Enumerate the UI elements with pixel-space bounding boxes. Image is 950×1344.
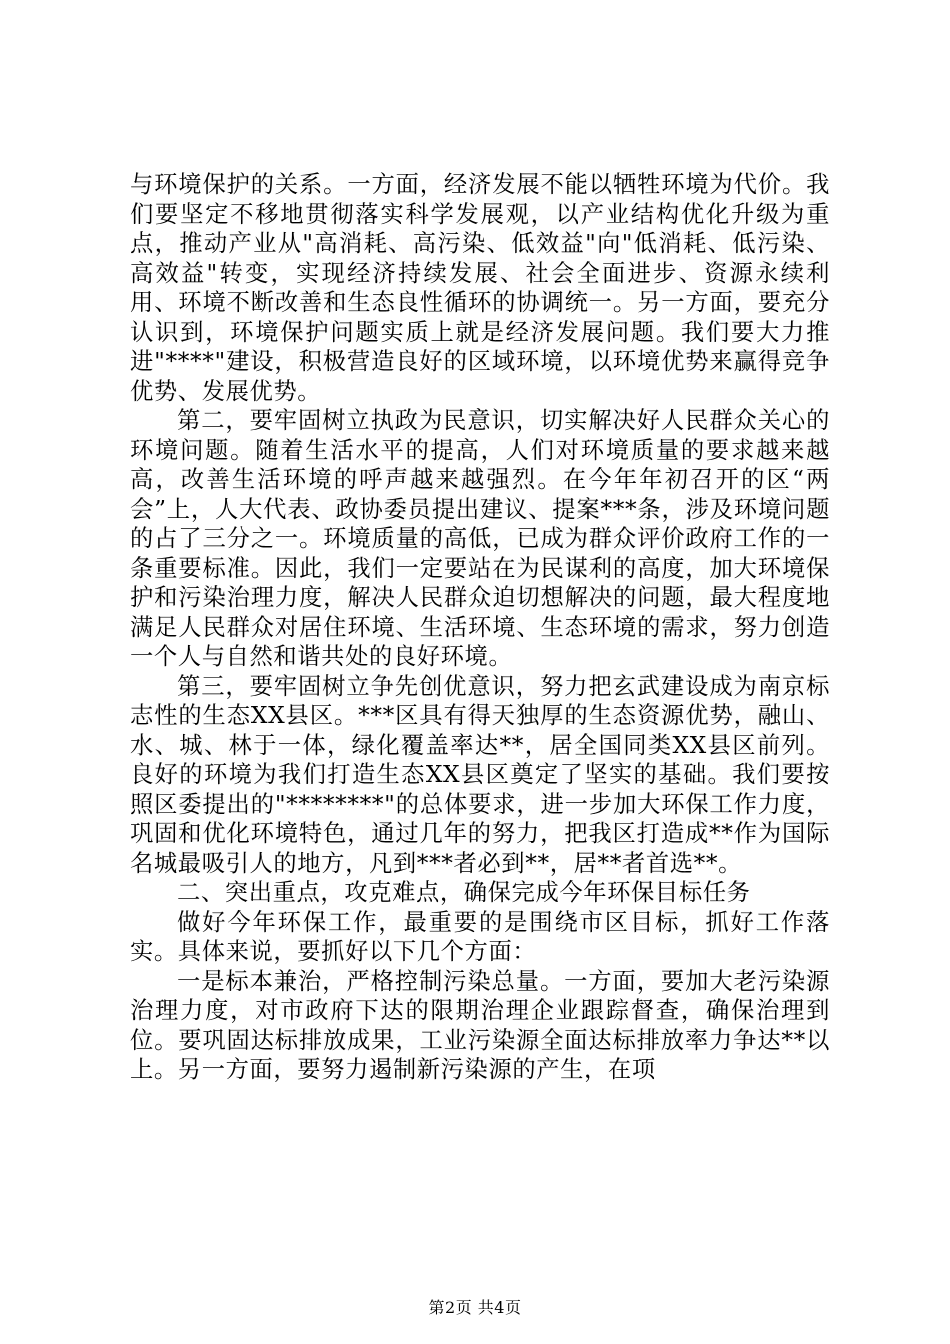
paragraph-4: 做好今年环保工作，最重要的是围绕市区目标，抓好工作落实。具体来说，要抓好以下几个方面： bbox=[130, 908, 830, 965]
paragraph-2: 第二，要牢固树立执政为民意识，切实解决好人民群众关心的环境问题。随着生活水平的提高，人们对环境质量的要求越来越高，改善生活环境的呼声越来越强烈。在今年年初召开的区“两会”上，人大代表、政协委员提出建议、提案***条，涉及环境问题的占了三分之一。环境质量的高低，已成为群众评价政府工作的一条重要标准。因此，我们一定要站在为民谋利的高度，加大环境保护和污染治理力度，解决人民群众迫切想解决的问题，最大程度地满足人民群众对居住环境、生活环境、生态环境的需求，努力创造一个人与自然和谐共处的良好环境。 bbox=[130, 407, 830, 670]
section-heading: 二、突出重点，攻克难点，确保完成今年环保目标任务 bbox=[177, 879, 751, 906]
paragraph-3: 第三，要牢固树立争先创优意识，努力把玄武建设成为南京标志性的生态XX县区。***区具有得天独厚的生态资源优势，融山、水、城、林于一体，绿化覆盖率达**，居全国同类XX县区前列。良好的环境为我们打造生态XX县区奠定了坚实的基础。我们要按照区委提出的"********"的总体要求，进一步加大环保工作力度，巩固和优化环境特色，通过几年的努力，把我区打造成**作为国际名城最吸引人的地方，凡到***者必到**，居**者首选**。 bbox=[130, 672, 830, 877]
document-body bbox=[130, 170, 830, 1085]
paragraph-1: 与环境保护的关系。一方面，经济发展不能以牺牲环境为代价。我们要坚定不移地贯彻落实科学发展观，以产业结构优化升级为重点，推动产业从"高消耗、高污染、低效益"向"低消耗、低污染、高效益"转变，实现经济持续发展、社会全面进步、资源永续利用、环境不断改善和生态良性循环的协调统一。另一方面，要充分认识到，环境保护问题实质上就是经济发展问题。我们要大力推进"****"建设，积极营造良好的区域环境，以环境优势来赢得竞争优势、发展优势。 bbox=[130, 171, 830, 405]
paragraph-5: 一是标本兼治，严格控制污染总量。一方面，要加大老污染源治理力度，对市政府下达的限期治理企业跟踪督查，确保治理到位。要巩固达标排放成果，工业污染源全面达标排放率力争达**以上。另一方面，要努力遏制新污染源的产生，在项 bbox=[130, 967, 830, 1083]
page-number-footer: 第2页 共4页 bbox=[428, 1298, 522, 1317]
